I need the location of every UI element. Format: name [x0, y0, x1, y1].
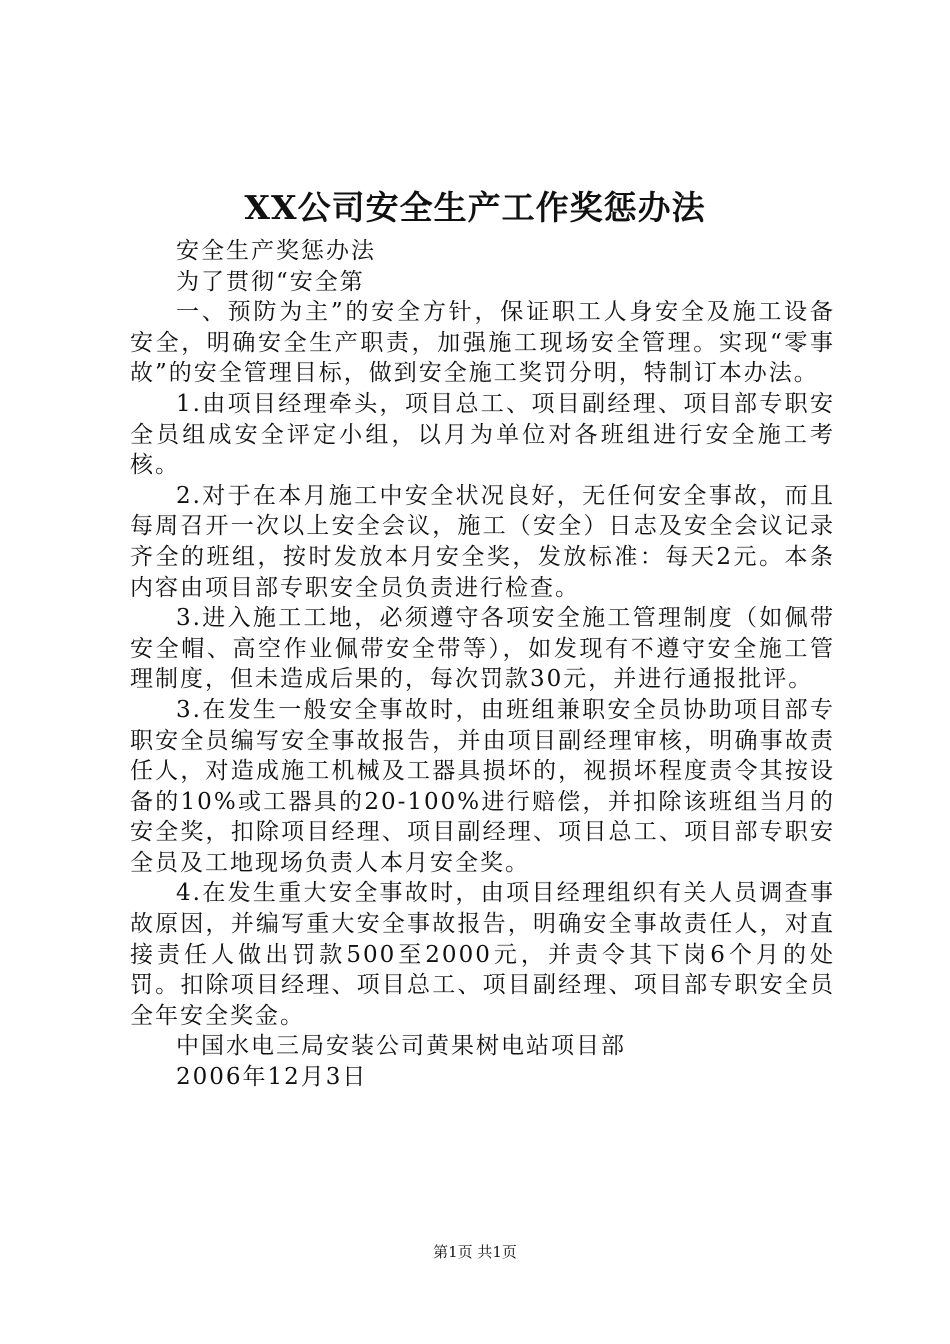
- paragraph-item-3: 3.进入施工工地，必须遵守各项安全施工管理制度（如佩带安全帽、高空作业佩带安全带等），如发现有不遵守安全施工管理制度，但未造成后果的，每次罚款30元，并进行通报批评。: [130, 605, 835, 693]
- page-footer: 第1页 共1页: [433, 1243, 517, 1261]
- paragraph-item-4: 4.在发生重大安全事故时，由项目经理组织有关人员调查事故原因，并编写重大安全事故报告，明确安全事故责任人，对直接责任人做出罚款500至2000元，并责令其下岗6个月的处罚。扣除项目经理、项目总工、项目副经理、项目部专职安全员全年安全奖金。: [130, 880, 835, 1029]
- document-body: [130, 236, 835, 1093]
- paragraph-subtitle: 安全生产奖惩办法: [176, 238, 376, 264]
- paragraph-item-1: 1.由项目经理牵头，项目总工、项目副经理、项目部专职安全员组成安全评定小组，以月为单位对各班组进行安全施工考核。: [130, 390, 835, 479]
- paragraph-item-2: 2.对于在本月施工中安全状况良好，无任何安全事故，而且每周召开一次以上安全会议，施工（安全）日志及安全会议记录齐全的班组，按时发放本月安全奖，发放标准：每天2元。本条内容由项目部专职安全员负责进行检查。: [130, 482, 835, 601]
- document-title: XX公司安全生产工作奖惩办法: [244, 188, 706, 227]
- signature-organization: 中国水电三局安装公司黄果树电站项目部: [176, 1033, 626, 1060]
- paragraph-purpose: 一、预防为主”的安全方针，保证职工人身安全及施工设备安全，明确安全生产职责，加强施工现场安全管理。实现“零事故”的安全管理目标，做到安全施工奖罚分明，特制订本办法。: [130, 299, 835, 387]
- signature-date: 2006年12月3日: [176, 1064, 368, 1091]
- paragraph-item-3b: 3.在发生一般安全事故时，由班组兼职安全员协助项目部专职安全员编写安全事故报告，并由项目副经理审核，明确事故责任人，对造成施工机械及工器具损坏的，视损坏程度责令其按设备的10%或工器具的20-100%进行赔偿，并扣除该班组当月的安全奖，扣除项目经理、项目副经理、项目总工、项目部专职安全员及工地现场负责人本月安全奖。: [130, 696, 835, 876]
- paragraph-intro: 为了贯彻“安全第: [176, 268, 365, 295]
